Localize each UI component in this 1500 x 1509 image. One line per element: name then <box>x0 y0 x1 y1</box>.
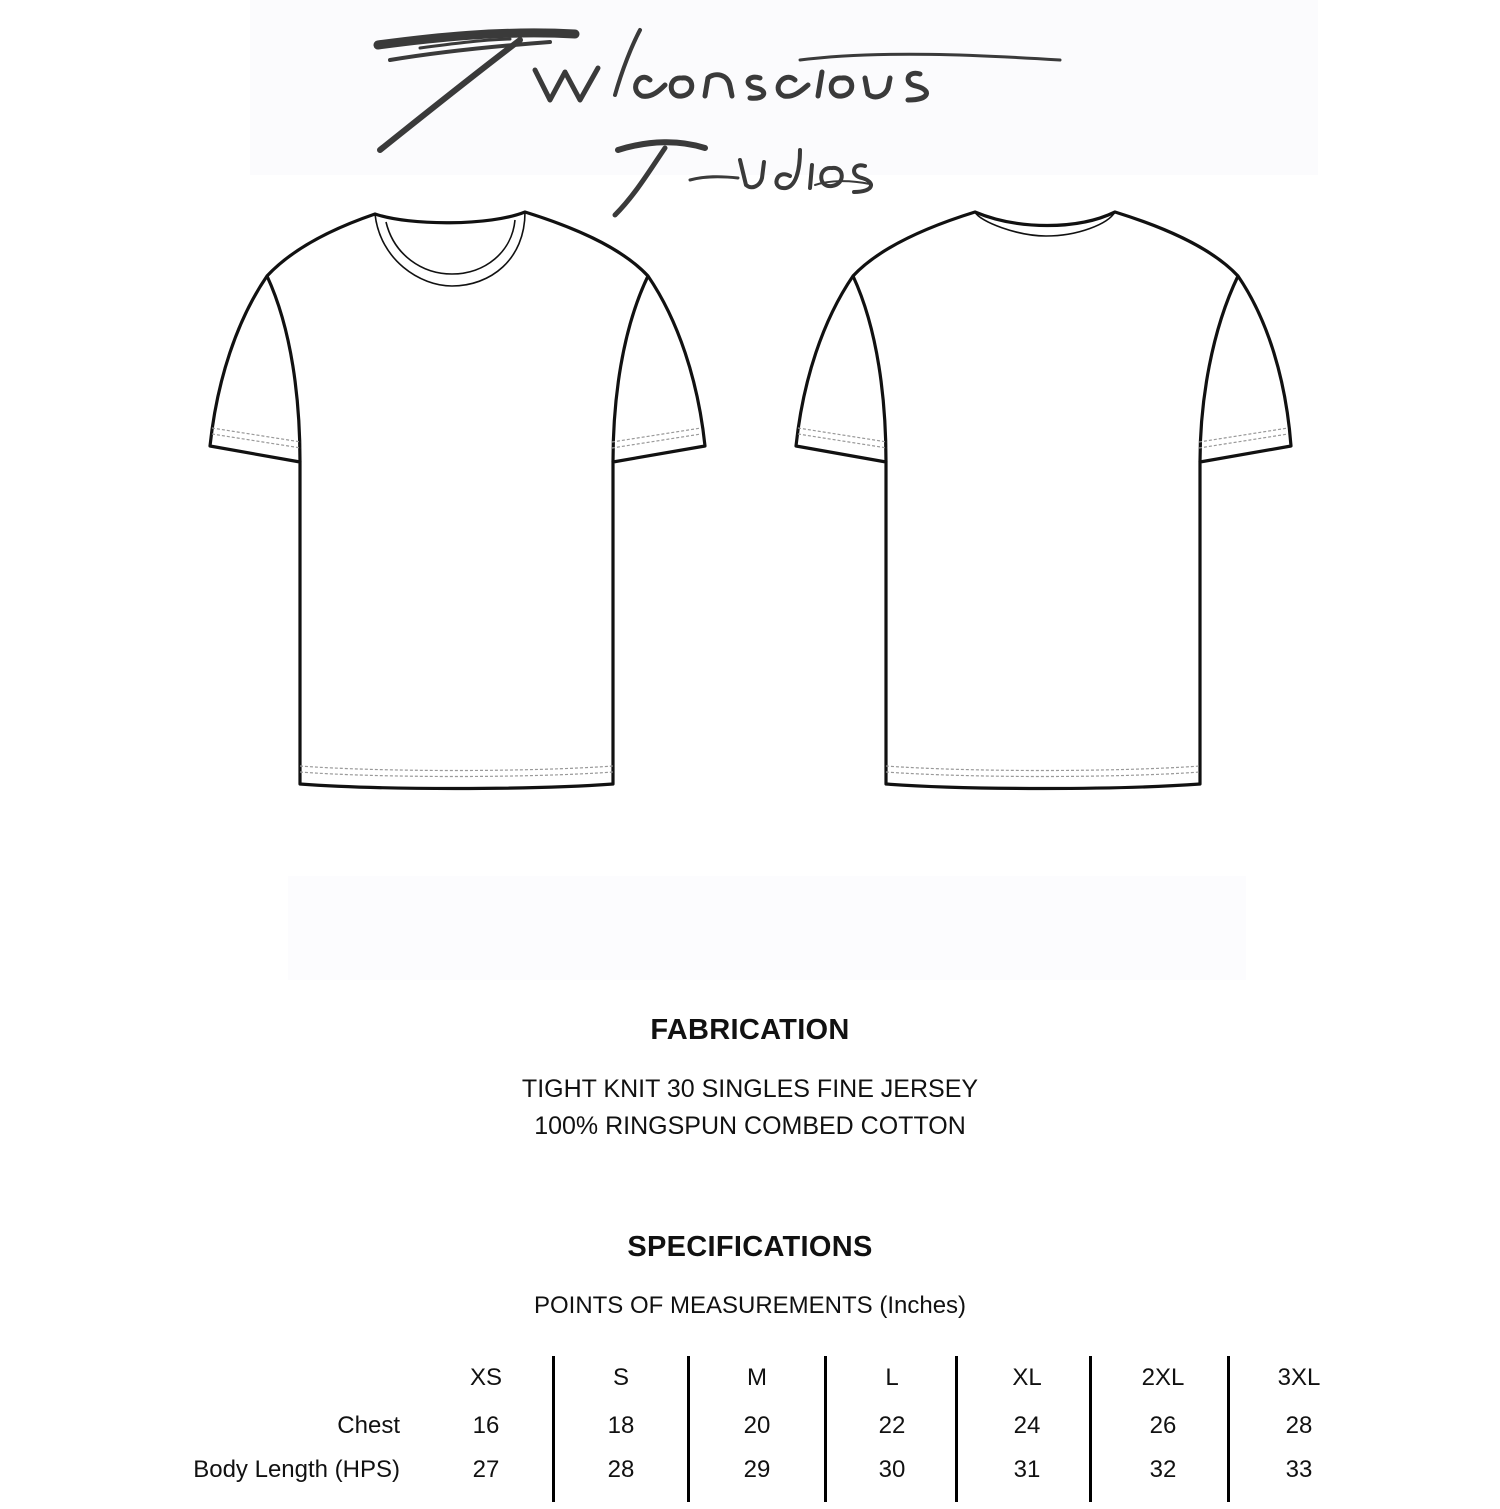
column-divider <box>1227 1356 1230 1502</box>
body-length-value-xs: 27 <box>472 1456 500 1483</box>
body-length-value-m: 29 <box>743 1456 771 1483</box>
row-label-chest: Chest <box>337 1412 400 1439</box>
size-header-2xl: 2XL <box>1141 1364 1185 1391</box>
body-length-value-xl: 31 <box>1013 1456 1041 1483</box>
body-length-value-l: 30 <box>878 1456 906 1483</box>
body-length-value-s: 28 <box>607 1456 635 1483</box>
column-divider <box>824 1356 827 1502</box>
chest-value-3xl: 28 <box>1285 1412 1313 1439</box>
column-divider <box>1089 1356 1092 1502</box>
brand-logo-signature <box>360 0 1120 230</box>
column-divider <box>955 1356 958 1502</box>
size-header-xl: XL <box>1012 1364 1042 1391</box>
body-length-value-3xl: 33 <box>1285 1456 1313 1483</box>
chest-value-xl: 24 <box>1013 1412 1041 1439</box>
chest-value-xs: 16 <box>472 1412 500 1439</box>
row-label-body-length: Body Length (HPS) <box>193 1456 400 1483</box>
blank-spacer <box>288 876 1246 980</box>
size-header-s: S <box>612 1364 629 1391</box>
chest-value-l: 22 <box>878 1412 906 1439</box>
size-header-m: M <box>747 1364 767 1391</box>
size-chart-table <box>0 1356 1500 1506</box>
fabrication-line-2: 100% RINGSPUN COMBED COTTON <box>534 1112 966 1140</box>
chest-value-s: 18 <box>607 1412 635 1439</box>
chest-value-2xl: 26 <box>1149 1412 1177 1439</box>
size-header-3xl: 3XL <box>1277 1364 1321 1391</box>
size-header-xs: XS <box>469 1364 502 1391</box>
body-length-value-2xl: 32 <box>1149 1456 1177 1483</box>
fabrication-title: FABRICATION <box>650 1014 850 1046</box>
specifications-title: SPECIFICATIONS <box>627 1231 873 1263</box>
measurements-subtitle: POINTS OF MEASUREMENTS (Inches) <box>533 1292 967 1319</box>
tshirt-front-illustration <box>200 200 720 800</box>
column-divider <box>687 1356 690 1502</box>
fabrication-line-1: TIGHT KNIT 30 SINGLES FINE JERSEY <box>521 1075 979 1103</box>
tshirt-back-illustration <box>788 200 1308 800</box>
size-header-l: L <box>885 1364 899 1391</box>
chest-value-m: 20 <box>743 1412 771 1439</box>
column-divider <box>552 1356 555 1502</box>
